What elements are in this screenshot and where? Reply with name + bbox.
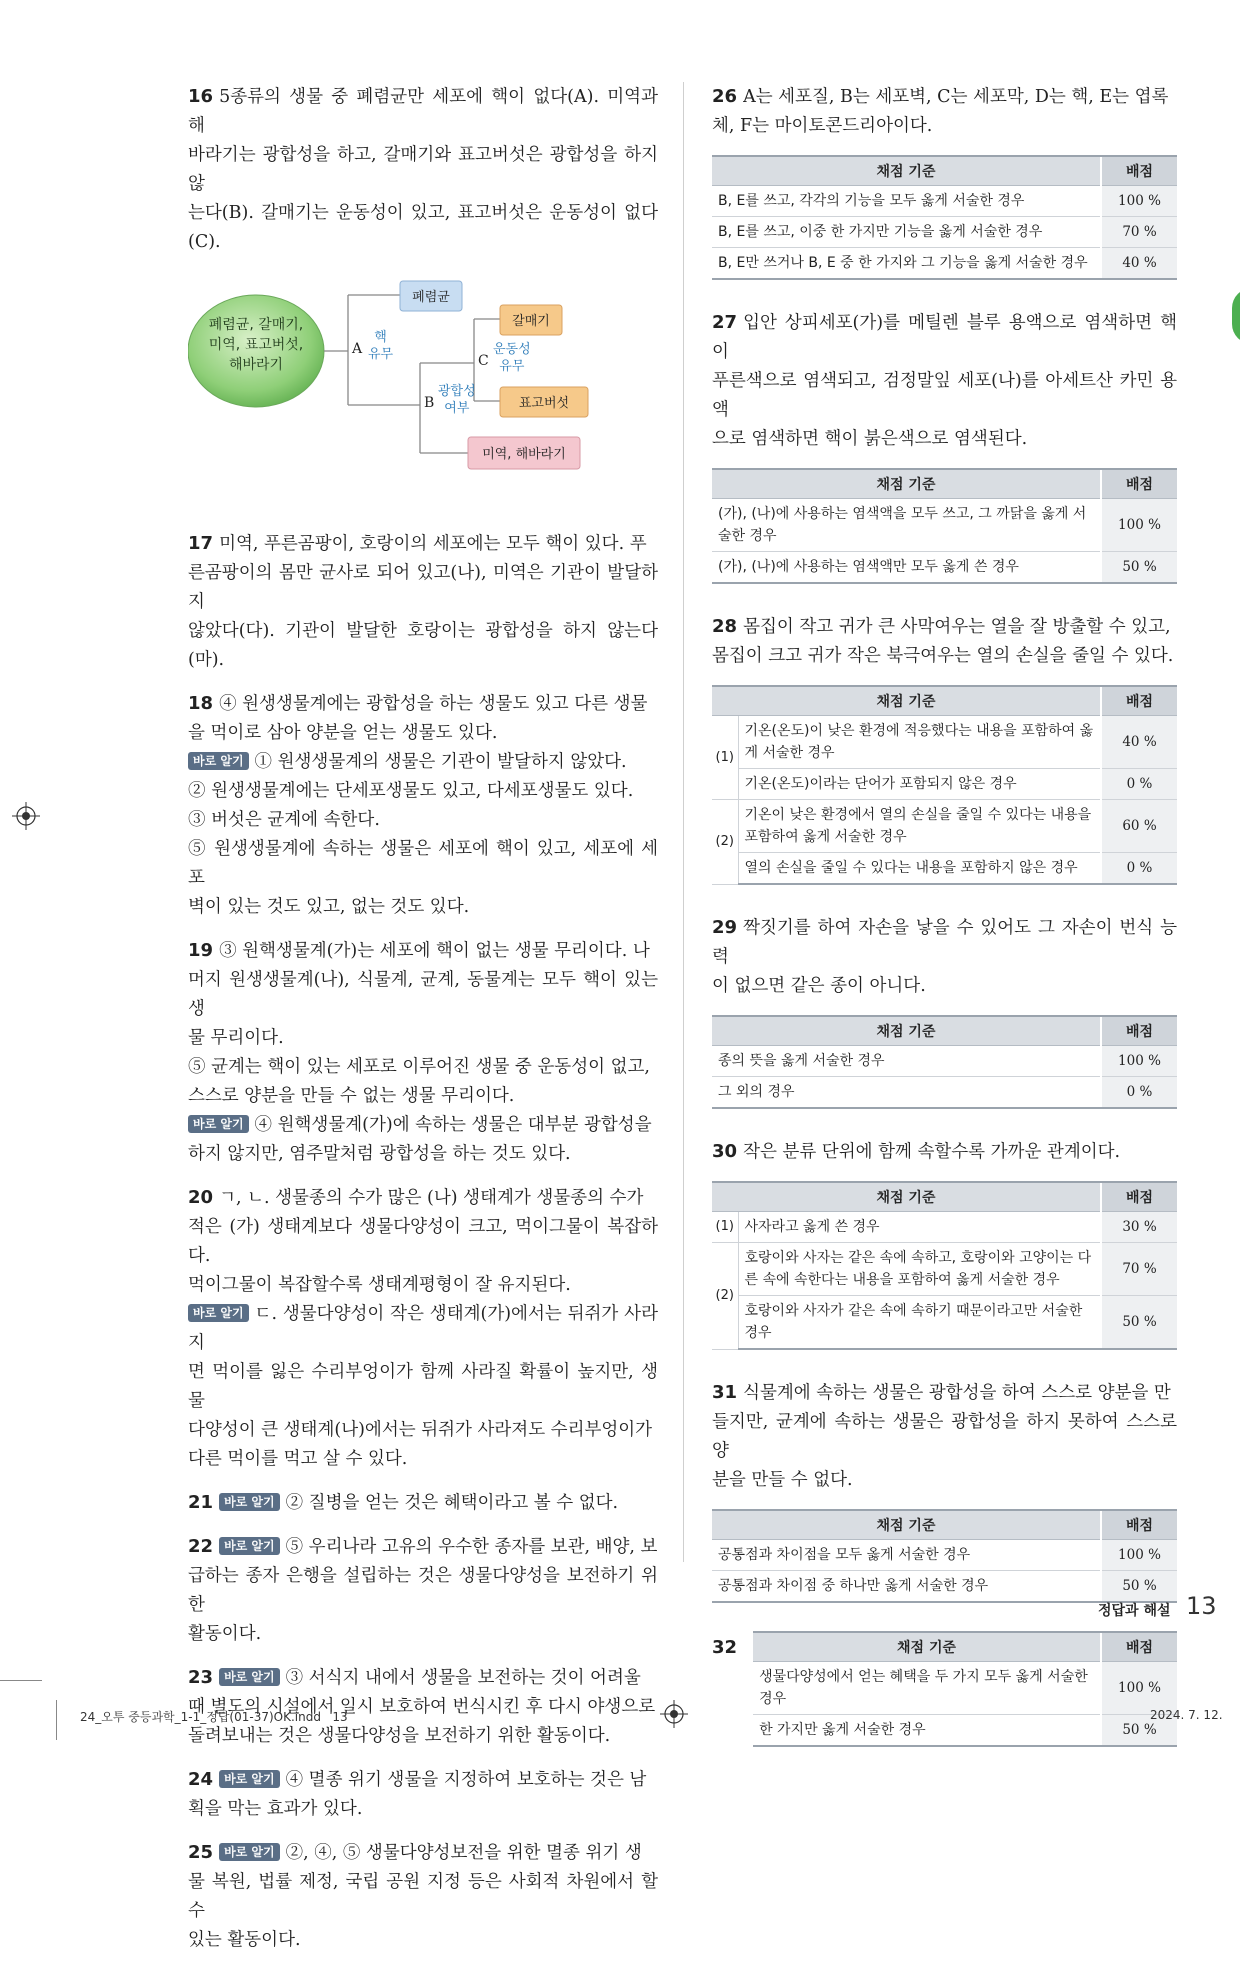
score-cell: 70 %: [1101, 217, 1177, 248]
correction-badge: 바로 알기: [188, 1304, 249, 1322]
answer-text: 급하는 종자 은행을 설립하는 것은 생물다양성을 보전하기 위한: [188, 1566, 658, 1615]
score-cell: 40 %: [1101, 716, 1177, 769]
subquestion-label: (2): [712, 800, 738, 885]
answer-text: 몸집이 작고 귀가 큰 사막여우는 열을 잘 방출할 수 있고,: [743, 617, 1171, 637]
question-number: 31: [712, 1382, 738, 1403]
answer-text: 스스로 양분을 만들 수 없는 생물 무리이다.: [188, 1086, 515, 1106]
criteria-cell: 사자라고 옳게 쓴 경우: [738, 1212, 1101, 1243]
answer-text: ④ 멸종 위기 생물을 지정하여 보호하는 것은 남: [285, 1770, 647, 1790]
answer-text: 적은 (가) 생태계보다 생물다양성이 크고, 먹이그물이 복잡하다.: [188, 1217, 658, 1266]
correction-text: 하지 않지만, 염주말처럼 광합성을 하는 것도 있다.: [188, 1144, 571, 1164]
question-number: 17: [188, 533, 214, 554]
answer-text: 돌려보내는 것은 생물다양성을 보전하기 위한 활동이다.: [188, 1726, 611, 1746]
question-number: 19: [188, 940, 214, 961]
table-row: [712, 800, 1177, 853]
scoring-table-32: [753, 1631, 1177, 1747]
question-number: 24: [188, 1769, 214, 1790]
table-row: [712, 1212, 1177, 1243]
answer-text: 짝짓기를 하여 자손을 낳을 수 있어도 그 자손이 번식 능력: [712, 918, 1177, 967]
question-number: 26: [712, 86, 738, 107]
table-row: [712, 186, 1177, 217]
registration-mark-icon: [12, 802, 40, 830]
answer-text: ②, ④, ⑤ 생물다양성보전을 위한 멸종 위기 생: [285, 1843, 642, 1863]
score-cell: 30 %: [1101, 1212, 1177, 1243]
answer-30: [712, 1137, 1177, 1167]
table-row: [712, 716, 1177, 769]
answer-text: 물 무리이다.: [188, 1028, 284, 1048]
file-slug: 24_오투 중등과학_1-1_정답(01-37)OK.indd 13: [80, 1710, 348, 1724]
answer-text: 않았다(다). 기관이 발달한 호랑이는 광합성을 하지 않는다(마).: [188, 621, 658, 670]
answer-text: 활동이다.: [188, 1624, 262, 1644]
criteria-cell: 기온(온도)이라는 단어가 포함되지 않은 경우: [738, 769, 1101, 800]
score-cell: 0 %: [1101, 1077, 1177, 1109]
score-cell: 50 %: [1101, 1571, 1177, 1603]
criteria-cell: (가), (나)에 사용하는 염색액을 모두 쓰고, 그 까닭을 옳게 서술한 경우: [712, 499, 1101, 552]
criteria-cell: 그 외의 경우: [712, 1077, 1101, 1109]
page-number: 13: [1186, 1592, 1217, 1620]
answer-text: 바라기는 광합성을 하고, 갈매기와 표고버섯은 광합성을 하지 않: [188, 145, 658, 194]
scoring-table-28: [712, 685, 1177, 885]
criteria-header: 채점 기준: [712, 686, 1101, 716]
mushroom-label: 표고버섯: [518, 396, 570, 411]
answer-text: 머지 원생생물계(나), 식물계, 균계, 동물계는 모두 핵이 있는 생: [188, 970, 658, 1019]
answer-28: [712, 612, 1177, 671]
correction-badge: 바로 알기: [219, 1843, 280, 1861]
answer-26: [712, 82, 1177, 141]
score-header: 배점: [1101, 156, 1177, 186]
answer-23: [188, 1663, 658, 1751]
gull-label: 갈매기: [512, 314, 550, 329]
answer-31: [712, 1378, 1177, 1495]
table-row: [712, 217, 1177, 248]
score-cell: 0 %: [1101, 769, 1177, 800]
answer-text: 미역, 푸른곰팡이, 호랑이의 세포에는 모두 핵이 있다. 푸: [219, 534, 647, 554]
score-cell: 100 %: [1101, 1662, 1177, 1715]
question-number: 28: [712, 616, 738, 637]
answer-text: ③ 원핵생물계(가)는 세포에 핵이 없는 생물 무리이다. 나: [219, 941, 650, 961]
root-group-label: 폐렴균, 갈매기, 미역, 표고버섯, 해바라기: [208, 317, 304, 373]
answer-text: 들지만, 균계에 속하는 생물은 광합성을 하지 못하여 스스로 양: [712, 1412, 1177, 1461]
correction-text: ① 원생생물계의 생물은 기관이 발달하지 않았다.: [254, 752, 627, 772]
score-cell: 40 %: [1101, 248, 1177, 280]
answer-25: [188, 1838, 658, 1955]
correction-text: 벽이 있는 것도 있고, 없는 것도 있다.: [188, 897, 470, 917]
table-row: [712, 1296, 1177, 1350]
question-number: 25: [188, 1842, 214, 1863]
answer-text: 몸집이 크고 귀가 작은 북극여우는 열의 손실을 줄일 수 있다.: [712, 646, 1174, 666]
score-cell: 60 %: [1101, 800, 1177, 853]
scoring-table-26: [712, 155, 1177, 280]
score-cell: 50 %: [1101, 1296, 1177, 1350]
answer-text: 있는 활동이다.: [188, 1930, 301, 1950]
answer-text: ③ 서식지 내에서 생물을 보전하는 것이 어려울: [285, 1668, 641, 1688]
table-row: [712, 1243, 1177, 1296]
answer-29: [712, 913, 1177, 1001]
answer-text: 분을 만들 수 없다.: [712, 1470, 853, 1490]
answer-22: [188, 1532, 658, 1649]
table-row: [712, 248, 1177, 280]
score-header: 배점: [1101, 686, 1177, 716]
score-cell: 100 %: [1101, 186, 1177, 217]
question-number: 21: [188, 1492, 214, 1513]
answer-text: 체, F는 마이토콘드리아이다.: [712, 116, 933, 136]
correction-badge: 바로 알기: [219, 1493, 280, 1511]
correction-text: ② 원생생물계에는 단세포생물도 있고, 다세포생물도 있다.: [188, 781, 634, 801]
table-row: [712, 853, 1177, 885]
criteria-cell: 열의 손실을 줄일 수 있다는 내용을 포함하지 않은 경우: [738, 853, 1101, 885]
tree-branches: [324, 295, 500, 453]
question-number: 29: [712, 917, 738, 938]
answer-text: 식물계에 속하는 생물은 광합성을 하여 스스로 양분을 만: [743, 1383, 1171, 1403]
criteria-cell: 공통점과 차이점을 모두 옳게 서술한 경우: [712, 1540, 1101, 1571]
criteria-header: 채점 기준: [712, 469, 1101, 499]
answer-text: ⑤ 균계는 핵이 있는 세포로 이루어진 생물 중 운동성이 없고,: [188, 1057, 650, 1077]
score-cell: 100 %: [1101, 1540, 1177, 1571]
correction-badge: 바로 알기: [188, 1115, 249, 1133]
answer-text: 작은 분류 단위에 함께 속할수록 가까운 관계이다.: [743, 1142, 1121, 1162]
correction-badge: 바로 알기: [219, 1668, 280, 1686]
question-number: 20: [188, 1187, 214, 1208]
correction-text: 면 먹이를 잃은 수리부엉이가 함께 사라질 확률이 높지만, 생물: [188, 1362, 658, 1411]
branch-B-label: 광합성 여부: [438, 384, 476, 416]
correction-text: ④ 원핵생물계(가)에 속하는 생물은 대부분 광합성을: [254, 1115, 652, 1135]
score-header: 배점: [1101, 1632, 1177, 1662]
score-header: 배점: [1101, 469, 1177, 499]
branch-A-label: 핵 유무: [368, 330, 394, 362]
answer-text: 으로 염색하면 핵이 붉은색으로 염색된다.: [712, 429, 1028, 449]
answer-text: A는 세포질, B는 세포벽, C는 세포막, D는 핵, E는 엽록: [743, 87, 1169, 107]
score-header: 배점: [1101, 1510, 1177, 1540]
question-number: 22: [188, 1536, 214, 1557]
correction-badge: 바로 알기: [188, 752, 249, 770]
correction-text: ③ 버섯은 균계에 속한다.: [188, 810, 380, 830]
right-column: [712, 82, 1177, 1775]
answer-27: [712, 308, 1177, 454]
answer-text: 른곰팡이의 몸만 균사로 되어 있고(나), 미역은 기관이 발달하지: [188, 563, 658, 612]
criteria-cell: 호랑이와 사자는 같은 속에 속하고, 호랑이와 고양이는 다른 속에 속한다는 내용을 포함하여 옳게 서술한 경우: [738, 1243, 1101, 1296]
answer-24: [188, 1765, 658, 1824]
table-row: [712, 1571, 1177, 1603]
question-number: 32: [712, 1637, 738, 1658]
answer-text: 을 먹이로 삼아 양분을 얻는 생물도 있다.: [188, 723, 498, 743]
score-header: 배점: [1101, 1016, 1177, 1046]
column-divider: [683, 82, 684, 1562]
crop-mark: [56, 1700, 57, 1740]
criteria-cell: B, E를 쓰고, 각각의 기능을 모두 옳게 서술한 경우: [712, 186, 1101, 217]
score-cell: 50 %: [1101, 1715, 1177, 1747]
answer-16: [188, 82, 658, 257]
criteria-cell: 기온(온도)이 낮은 환경에 적응했다는 내용을 포함하여 옳게 서술한 경우: [738, 716, 1101, 769]
branch-C-letter: C: [478, 353, 489, 369]
print-date: 2024. 7. 12.: [1150, 1708, 1223, 1722]
registration-mark-icon: [660, 1700, 688, 1728]
answer-text: 이 없으면 같은 종이 아니다.: [712, 976, 926, 996]
correction-text: 다른 먹이를 먹고 살 수 있다.: [188, 1449, 408, 1469]
criteria-cell: B, E를 쓰고, 이중 한 가지만 기능을 옳게 서술한 경우: [712, 217, 1101, 248]
table-row: [712, 1540, 1177, 1571]
criteria-header: 채점 기준: [712, 1510, 1101, 1540]
scoring-table-29: [712, 1015, 1177, 1109]
score-cell: 0 %: [1101, 853, 1177, 885]
question-number: 18: [188, 693, 214, 714]
criteria-cell: 호랑이와 사자가 같은 속에 속하기 때문이라고만 서술한 경우: [738, 1296, 1101, 1350]
score-cell: 100 %: [1101, 1046, 1177, 1077]
pneumonia-label: 폐렴균: [412, 290, 450, 305]
left-column: [188, 82, 658, 1969]
correction-text: ㄷ. 생물다양성이 작은 생태계(가)에서는 뒤쥐가 사라지: [188, 1304, 658, 1353]
answer-text: 획을 막는 효과가 있다.: [188, 1799, 363, 1819]
question-number: 27: [712, 312, 738, 333]
answer-17: [188, 529, 658, 675]
table-row: [753, 1662, 1177, 1715]
correction-badge: 바로 알기: [219, 1537, 280, 1555]
answer-18: [188, 689, 658, 922]
crop-mark: [0, 1680, 42, 1681]
answer-text: ④ 원생생물계에는 광합성을 하는 생물도 있고 다른 생물: [219, 694, 648, 714]
answer-text: 푸른색으로 염색되고, 검정말잎 세포(나)를 아세트산 카민 용액: [712, 371, 1177, 420]
criteria-cell: B, E만 쓰거나 B, E 중 한 가지와 그 기능을 옳게 서술한 경우: [712, 248, 1101, 280]
scoring-table-30: [712, 1181, 1177, 1350]
question-number: 30: [712, 1141, 738, 1162]
classification-tree-svg: [188, 271, 658, 501]
answer-text: 5종류의 생물 중 폐렴균만 세포에 핵이 없다(A). 미역과 해: [188, 87, 658, 136]
answer-text: 는다(B). 갈매기는 운동성이 있고, 표고버섯은 운동성이 없다(C).: [188, 203, 658, 252]
answer-19: [188, 936, 658, 1169]
scoring-table-27: [712, 468, 1177, 584]
criteria-cell: (가), (나)에 사용하는 염색액만 모두 옳게 쓴 경우: [712, 552, 1101, 584]
seaweed-label: 미역, 해바라기: [482, 447, 566, 462]
answer-text: 물 복원, 법률 제정, 국립 공원 지정 등은 사회적 차원에서 할 수: [188, 1872, 658, 1921]
question-number: 23: [188, 1667, 214, 1688]
criteria-cell: 종의 뜻을 옳게 서술한 경우: [712, 1046, 1101, 1077]
correction-badge: 바로 알기: [219, 1770, 280, 1788]
table-row: [753, 1715, 1177, 1747]
table-row: [712, 499, 1177, 552]
correction-text: 다양성이 큰 생태계(나)에서는 뒤쥐가 사라져도 수리부엉이가: [188, 1420, 653, 1440]
answer-text: ㄱ, ㄴ. 생물종의 수가 많은 (나) 생태계가 생물종의 수가: [219, 1188, 644, 1208]
subquestion-label: (1): [712, 716, 738, 800]
subquestion-label: (1): [712, 1212, 738, 1243]
answer-text: 때 별도의 시설에서 일시 보호하여 번식시킨 후 다시 야생으로: [188, 1697, 656, 1717]
table-row: [712, 769, 1177, 800]
branch-B-letter: B: [424, 395, 435, 411]
score-header: 배점: [1101, 1182, 1177, 1212]
scoring-table-31: [712, 1509, 1177, 1603]
answer-text: 입안 상피세포(가)를 메틸렌 블루 용액으로 염색하면 핵이: [712, 313, 1177, 362]
table-row: [712, 1046, 1177, 1077]
criteria-cell: 생물다양성에서 얻는 혜택을 두 가지 모두 옳게 서술한 경우: [753, 1662, 1101, 1715]
answer-32: [712, 1631, 1177, 1775]
branch-A-letter: A: [352, 341, 363, 357]
score-cell: 100 %: [1101, 499, 1177, 552]
answer-21: [188, 1488, 658, 1518]
criteria-header: 채점 기준: [712, 1016, 1101, 1046]
answer-20: [188, 1183, 658, 1474]
table-row: [712, 1077, 1177, 1109]
criteria-header: 채점 기준: [712, 1182, 1101, 1212]
answer-text: ② 질병을 얻는 것은 혜택이라고 볼 수 없다.: [285, 1493, 619, 1513]
criteria-header: 채점 기준: [712, 156, 1101, 186]
criteria-header: 채점 기준: [753, 1632, 1101, 1662]
question-number: 16: [188, 86, 214, 107]
score-cell: 70 %: [1101, 1243, 1177, 1296]
table-row: [712, 552, 1177, 584]
classification-diagram: [188, 271, 658, 501]
edge-index-tab: [1232, 288, 1240, 344]
criteria-cell: 기온이 낮은 환경에서 열의 손실을 줄일 수 있다는 내용을 포함하여 옳게 서술한 경우: [738, 800, 1101, 853]
branch-C-label: 운동성 유무: [493, 342, 531, 374]
score-cell: 50 %: [1101, 552, 1177, 584]
answer-text: 먹이그물이 복잡할수록 생태계평형이 잘 유지된다.: [188, 1275, 571, 1295]
section-title: 정답과 해설: [1098, 1603, 1171, 1619]
answer-text: ⑤ 우리나라 고유의 우수한 종자를 보관, 배양, 보: [285, 1537, 658, 1557]
criteria-cell: 한 가지만 옳게 서술한 경우: [753, 1715, 1101, 1747]
criteria-cell: 공통점과 차이점 중 하나만 옳게 서술한 경우: [712, 1571, 1101, 1603]
correction-text: ⑤ 원생생물계에 속하는 생물은 세포에 핵이 있고, 세포에 세포: [188, 839, 658, 888]
subquestion-label: (2): [712, 1243, 738, 1350]
